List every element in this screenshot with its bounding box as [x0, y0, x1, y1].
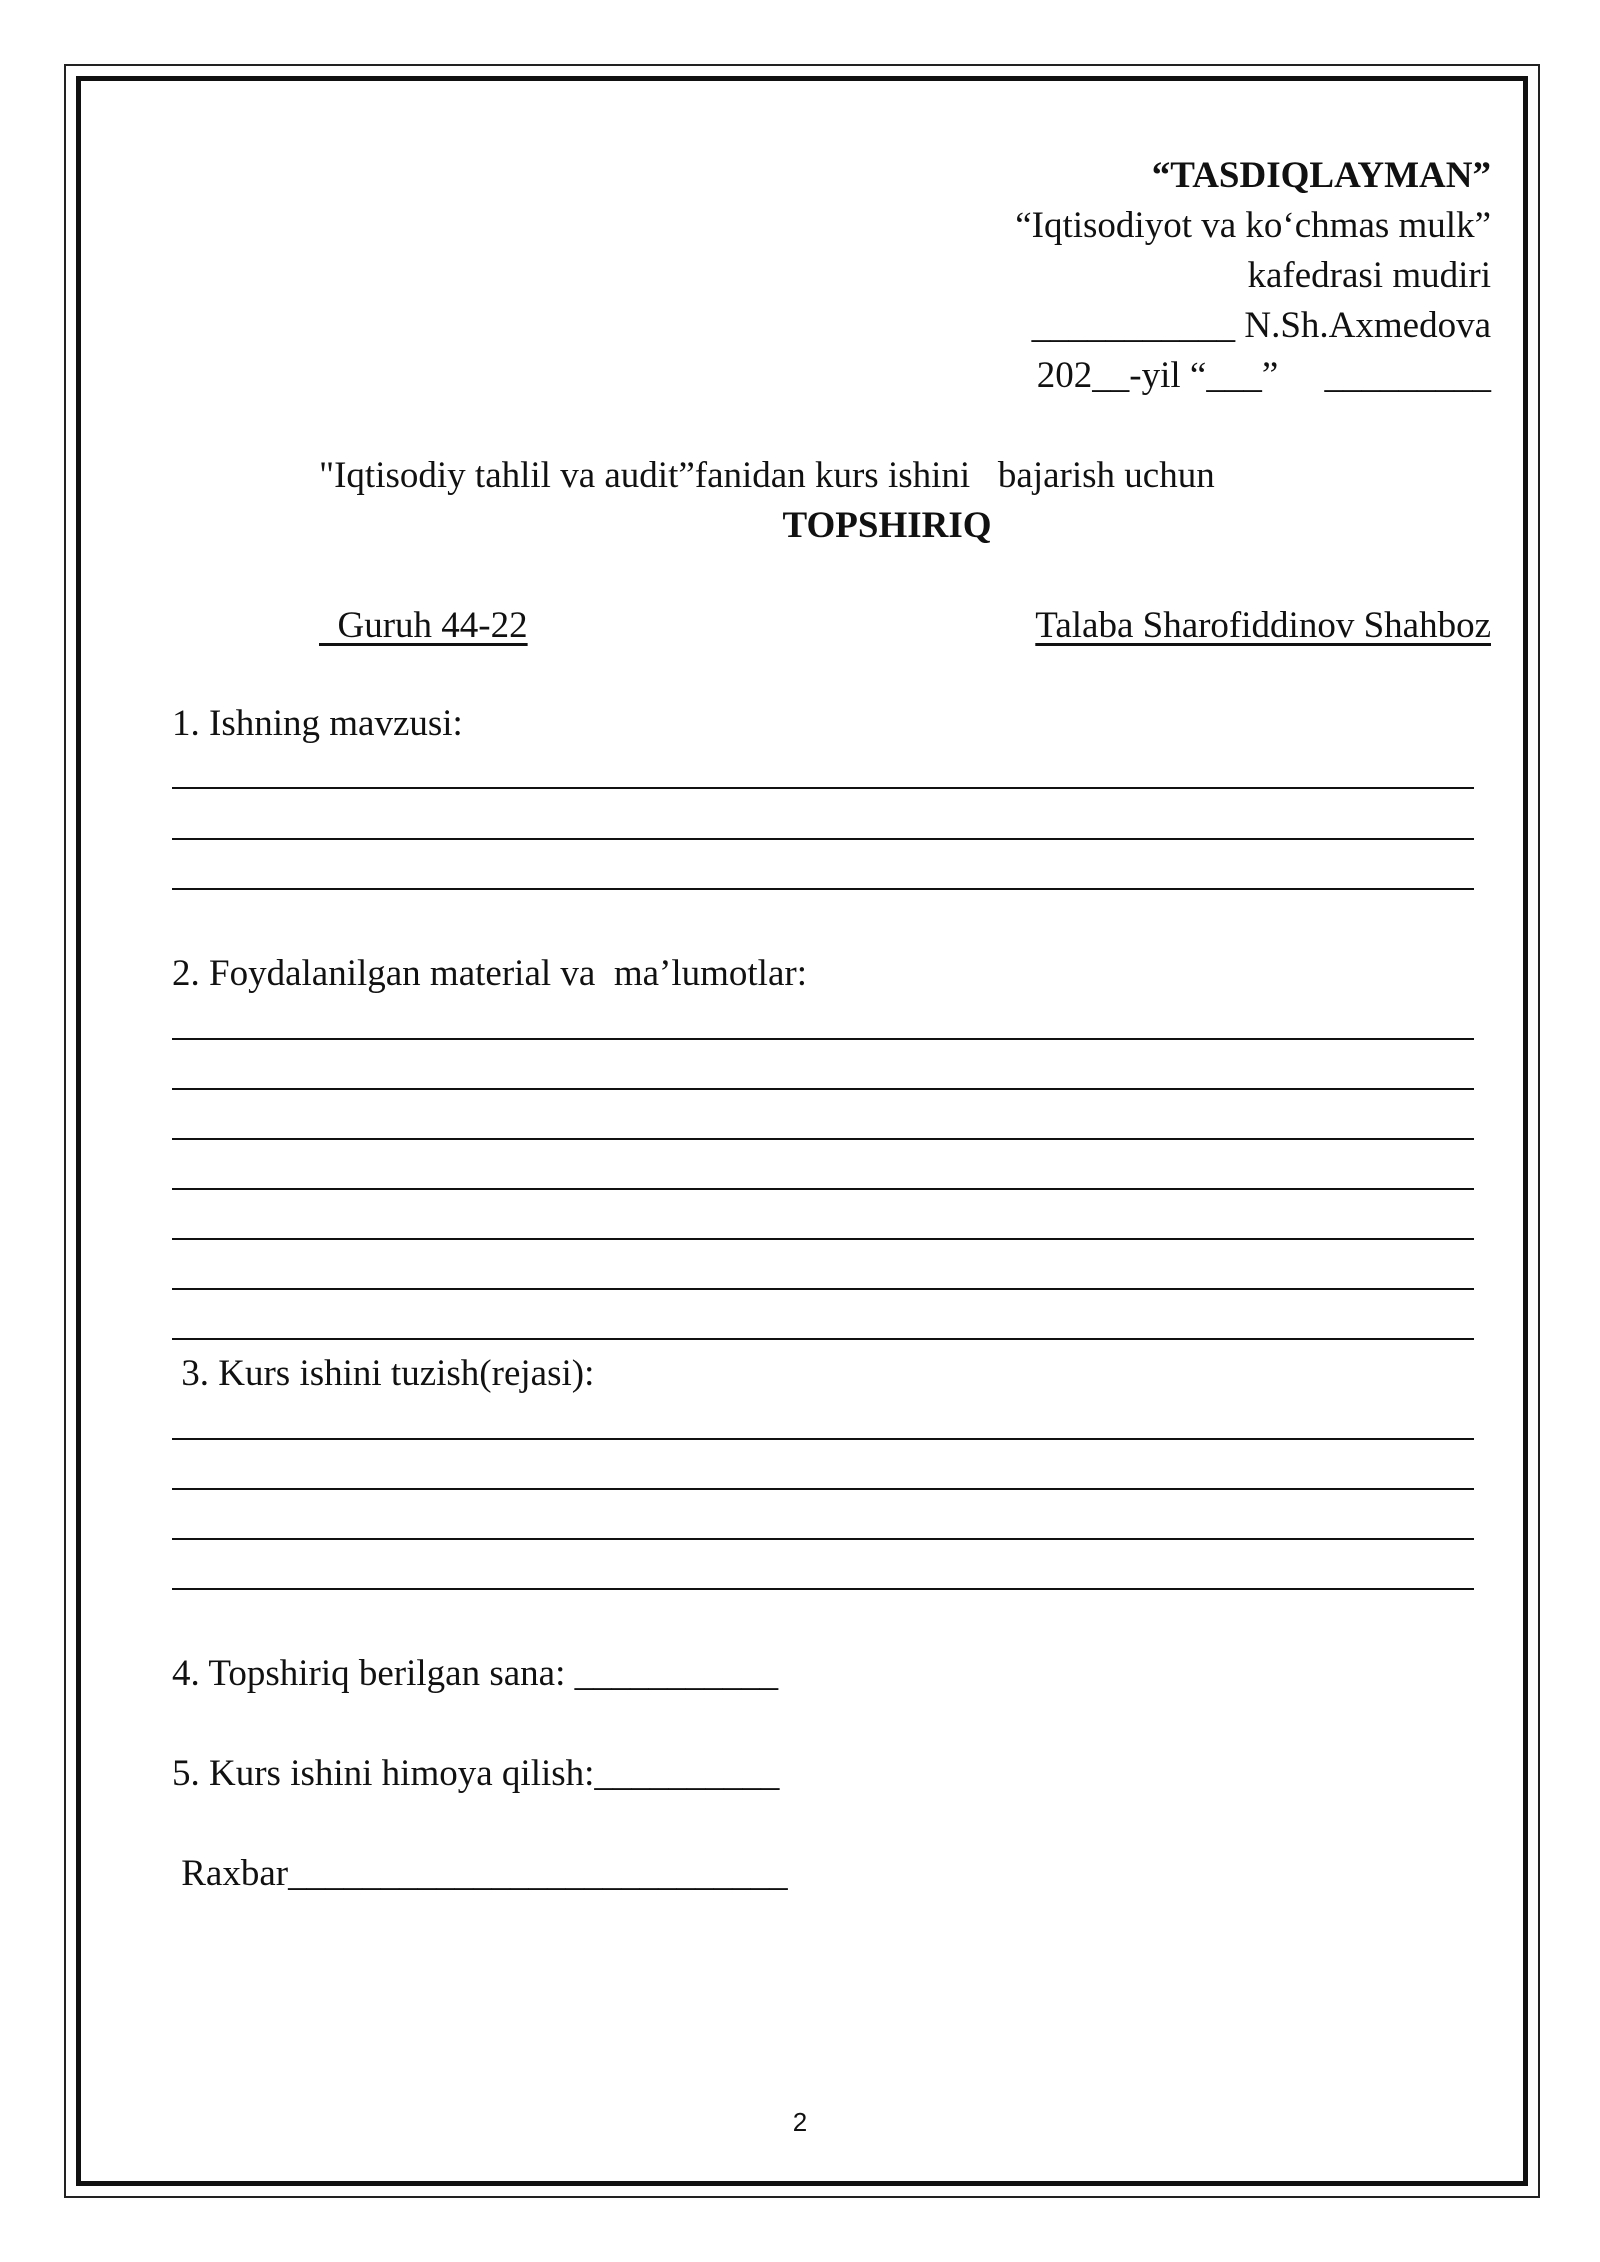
- document-title: TOPSHIRIQ: [782, 505, 992, 546]
- page-number: 2: [792, 2107, 808, 2137]
- signatory-line: ___________ N.Sh.Axmedova: [1031, 305, 1491, 346]
- answer-line: [172, 888, 1474, 890]
- answer-line: [172, 1088, 1474, 1090]
- answer-line: [172, 1588, 1474, 1590]
- section-plan-label: 3. Kurs ishini tuzish(rejasi):: [172, 1353, 595, 1394]
- answer-line: [172, 1538, 1474, 1540]
- student-name: Talaba Sharofiddinov Shahboz: [1035, 605, 1491, 646]
- section-topic-label: 1. Ishning mavzusi:: [172, 703, 463, 744]
- answer-line: [172, 787, 1474, 789]
- answer-line: [172, 1438, 1474, 1440]
- answer-line: [172, 1138, 1474, 1140]
- subject-line: "Iqtisodiy tahlil va audit”fanidan kurs ishini bajarish uchun: [319, 455, 1215, 496]
- answer-line: [172, 1338, 1474, 1340]
- section-defense: 5. Kurs ishini himoya qilish:__________: [172, 1753, 780, 1794]
- department-name: “Iqtisodiyot va ko‘chmas mulk”: [1015, 205, 1491, 246]
- section-issue-date: 4. Topshiriq berilgan sana: ___________: [172, 1653, 779, 1694]
- supervisor-line: Raxbar___________________________: [172, 1853, 788, 1894]
- answer-line: [172, 1038, 1474, 1040]
- group-label: Guruh 44-22: [319, 605, 528, 646]
- answer-line: [172, 1288, 1474, 1290]
- answer-line: [172, 838, 1474, 840]
- section-materials-label: 2. Foydalanilgan material va ma’lumotlar:: [172, 953, 807, 994]
- answer-line: [172, 1238, 1474, 1240]
- answer-line: [172, 1188, 1474, 1190]
- head-position: kafedrasi mudiri: [1247, 255, 1491, 296]
- answer-line: [172, 1488, 1474, 1490]
- approval-date-line: 202__-yil “___” _________: [1036, 355, 1491, 396]
- approval-heading: “TASDIQLAYMAN”: [1151, 155, 1491, 196]
